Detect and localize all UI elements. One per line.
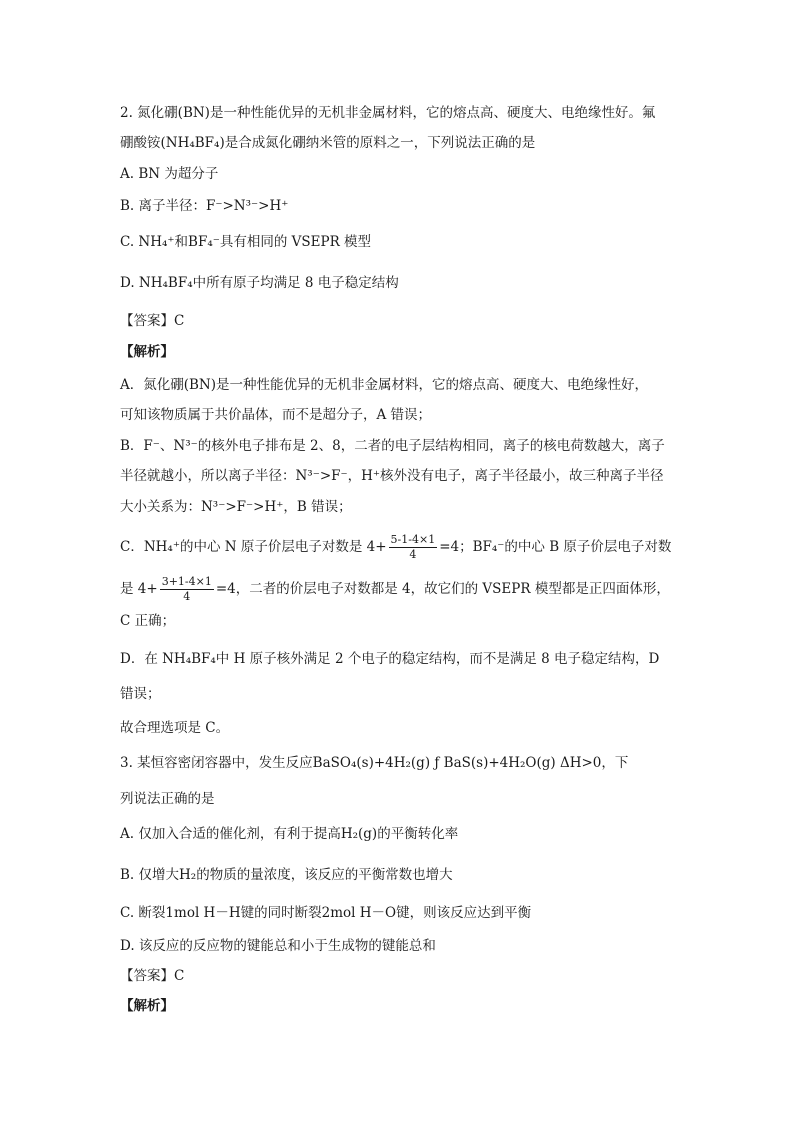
q2-option-a: A. BN 为超分子 (120, 166, 219, 182)
q3-option-a: A. 仅加入合适的催化剂，有利于提高H₂(g)的平衡转化率 (120, 826, 459, 842)
q2-conclusion: 故合理选项是 C。 (120, 720, 230, 736)
q2-stem-line1: 2. 氮化硼(BN)是一种性能优异的无机非金属材料，它的熔点高、硬度大、电绝缘性好。氟 (120, 105, 656, 121)
c1-post: =4；BF₄⁻的中心 B 原子价层电子对数 (439, 539, 672, 555)
c2-fraction (160, 575, 214, 604)
q2-analysis-b-line3: 大小关系为：N³⁻>F⁻>H⁺，B 错误； (120, 499, 352, 515)
q2-analysis-a-line2: 可知该物质属于共价晶体，而不是超分子，A 错误； (120, 407, 432, 423)
q2-answer: 【答案】C (120, 313, 185, 329)
q2-analysis-label: 【解析】 (120, 344, 174, 360)
c2-frac-num: 3+1-4×1 (161, 575, 212, 588)
c1-pre: C．NH₄⁺的中心 N 原子价层电子对数是 4+ (120, 539, 387, 555)
q3-answer: 【答案】C (120, 968, 185, 984)
c2-frac-den: 4 (183, 590, 191, 603)
c2-post: =4，二者的价层电子对数都是 4，故它们的 VSEPR 模型都是正四面体形， (215, 581, 670, 597)
c1-frac-num: 5-1-4×1 (390, 533, 436, 546)
q3-stem-line2: 列说法正确的是 (120, 791, 215, 807)
q3-analysis-label: 【解析】 (120, 998, 174, 1014)
q2-analysis-c-line3: C 正确； (120, 613, 176, 629)
q3-stem-line1: 3. 某恒容密闭容器中，发生反应BaSO₄(s)+4H₂(g) ƒ BaS(s)+4H₂O(g) ΔH>0，下 (120, 755, 629, 771)
q2-stem-line2: 硼酸铵(NH₄BF₄)是合成氮化硼纳米管的原料之一，下列说法正确的是 (120, 135, 536, 151)
q2-analysis-c-line1 (120, 533, 671, 562)
c2-pre: 是 4+ (120, 581, 158, 597)
q3-option-c: C. 断裂1mol H－H键的同时断裂2mol H－O键，则该反应达到平衡 (120, 905, 532, 921)
q3-option-d: D. 该反应的反应物的键能总和小于生成物的键能总和 (120, 938, 436, 954)
c1-frac-den: 4 (409, 548, 417, 561)
q2-option-b: B. 离子半径：F⁻>N³⁻>H⁺ (120, 198, 289, 214)
q2-analysis-d-line2: 错误； (120, 686, 161, 702)
q2-analysis-b-line2: 半径就越小，所以离子半径：N³⁻>F⁻，H⁺核外没有电子，离子半径最小，故三种离子半径 (120, 468, 664, 484)
q2-analysis-b-line1: B．F⁻、N³⁻的核外电子排布是 2、8，二者的电子层结构相同，离子的核电荷数越大，离子 (120, 438, 665, 454)
q2-option-c: C. NH₄⁺和BF₄⁻具有相同的 VSEPR 模型 (120, 234, 372, 250)
c1-fraction (389, 533, 438, 562)
q2-analysis-a-line1: A．氮化硼(BN)是一种性能优异的无机非金属材料，它的熔点高、硬度大、电绝缘性好， (120, 377, 649, 393)
q2-analysis-c-line2 (120, 575, 670, 604)
q2-analysis-d-line1: D．在 NH₄BF₄中 H 原子核外满足 2 个电子的稳定结构，而不是满足 8 电子稳定结构，D (120, 651, 660, 667)
q2-option-d: D. NH₄BF₄中所有原子均满足 8 电子稳定结构 (120, 275, 399, 291)
q3-option-b: B. 仅增大H₂的物质的量浓度，该反应的平衡常数也增大 (120, 867, 453, 883)
